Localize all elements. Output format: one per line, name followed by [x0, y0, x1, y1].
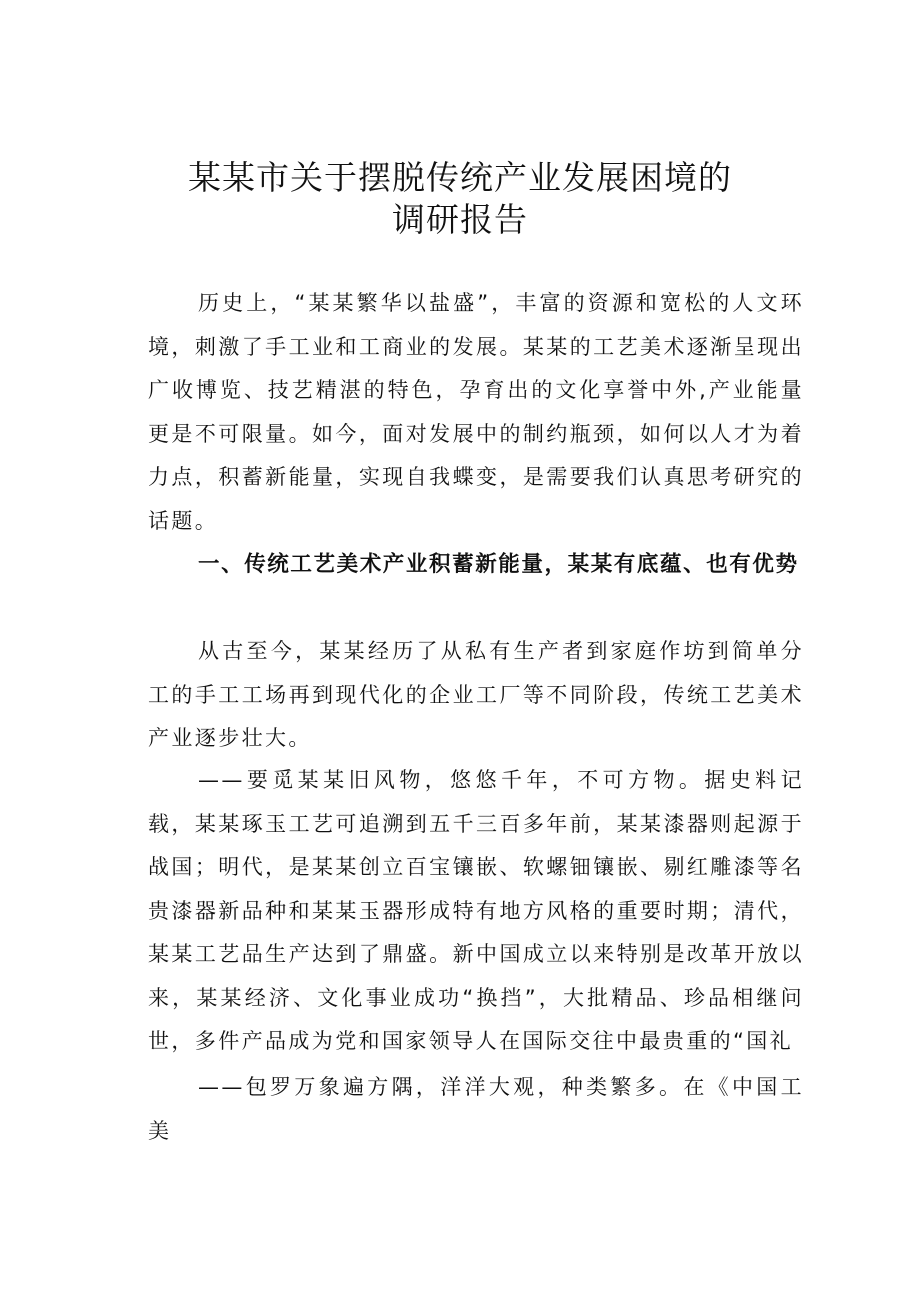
- intro-paragraph: 历史上，“某某繁华以盐盛”，丰富的资源和宽松的人文环境，刺激了手工业和工商业的发展。某某的工艺美术逐渐呈现出广收博览、技艺精湛的特色，孕育出的文化享誉中外,产业能量更是不可限量。如今，面对发展中的制约瓶颈，如何以人才为着力点，积蓄新能量，实现自我蝶变，是需要我们认真思考研究的话题。: [148, 291, 804, 533]
- document-title-line-1: 某某市关于摆脱传统产业发展困境的: [188, 158, 732, 197]
- body-paragraph-legacy: ——要觅某某旧风物，悠悠千年，不可方物。据史料记载，某某琢玉工艺可追溯到五千三百多年前，某某漆器则起源于战国；明代，是某某创立百宝镶嵌、软螺钿镶嵌、剔红雕漆等名贵漆器新品种和某某玉器形成特有地方风格的重要时期；清代，某某工艺品生产达到了鼎盛。新中国成立以来特别是改革开放以来，某某经济、文化事业成功“换挡”，大批精品、珍品相继问世，多件产品成为党和国家领导人在国际交往中最贵重的“国礼: [148, 768, 804, 1053]
- section-heading-1: 一、传统工艺美术产业积蓄新能量，某某有底蕴、也有优势: [198, 552, 799, 577]
- document-title-line-2: 调研报告: [392, 200, 528, 239]
- body-paragraph-history: 从古至今，某某经历了从私有生产者到家庭作坊到简单分工的手工工场再到现代化的企业工厂等不同阶段，传统工艺美术产业逐步壮大。: [148, 639, 804, 750]
- body-paragraph-variety: ——包罗万象遍方隅，洋洋大观，种类繁多。在《中国工美: [148, 1075, 804, 1143]
